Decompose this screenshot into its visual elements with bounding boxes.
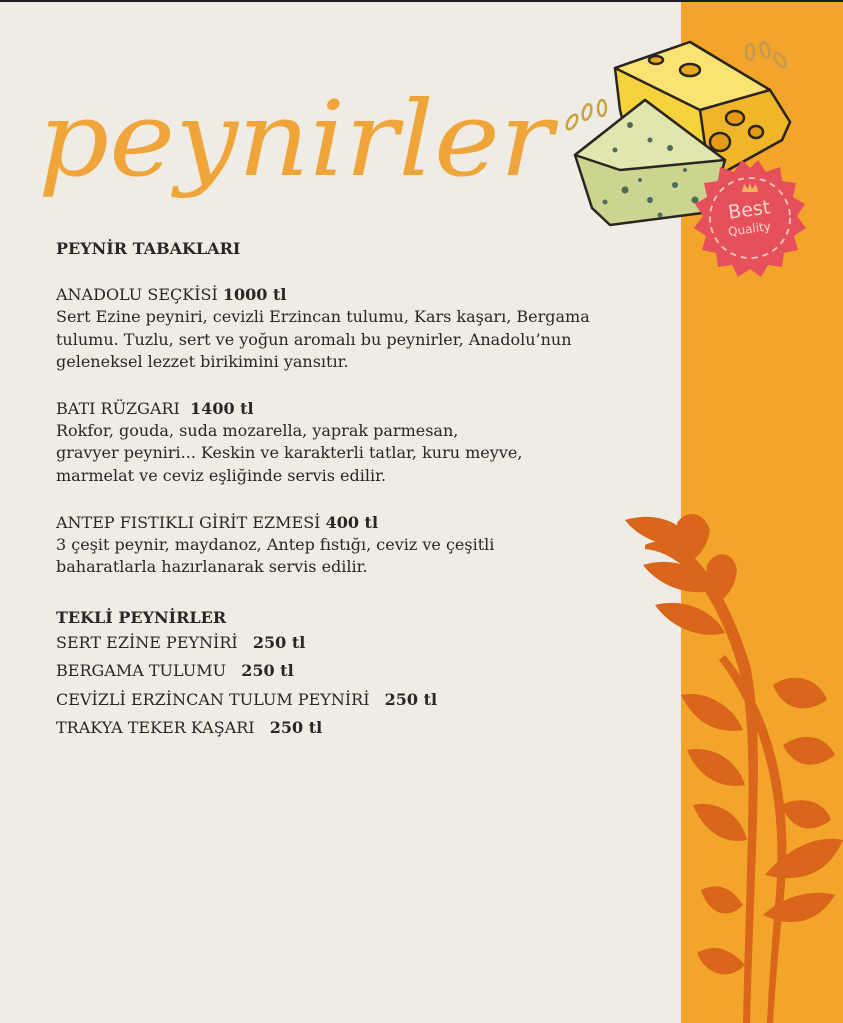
badge-best-text: Best [726, 196, 772, 224]
menu-content [56, 238, 656, 743]
leaf-icon [763, 893, 835, 922]
dish-price: 1000 tl [222, 285, 287, 304]
leaf-icon [781, 800, 831, 828]
single-name: BERGAMA TULUMU [56, 661, 227, 681]
section-title-singles: TEKLİ PEYNİRLER [56, 607, 227, 627]
leaf-icon [765, 839, 843, 878]
leaf-icon [697, 948, 745, 974]
dish-description [56, 420, 616, 488]
description-line: 3 çeşit peynir, maydanoz, Antep fıstığı, ceviz ve çeşitli [56, 534, 495, 554]
dish-description [56, 534, 616, 579]
singles-section [56, 607, 656, 743]
leaf-icon [681, 694, 743, 731]
dish-antep-fistikli-girit-ezmesi [56, 512, 656, 579]
single-name: TRAKYA TEKER KAŞARI [56, 718, 255, 738]
menu-title-text: peynirler [38, 80, 559, 200]
description-line: tulumu. Tuzlu, sert ve yoğun aromalı bu peynirler, Anadolu’nun [56, 329, 572, 349]
description-line: marmelat ve ceviz eşliğinde servis edilir. [56, 465, 387, 485]
leaf-icon [701, 886, 743, 913]
sparkle-left-icon [565, 100, 606, 131]
dish-bati-ruzgari [56, 398, 656, 488]
leaf-icon [655, 603, 725, 635]
single-name: SERT EZİNE PEYNİRİ [56, 632, 238, 652]
badge-quality-text: Quality [727, 219, 772, 239]
description-line: baharatlarla hazırlanarak servis edilir. [56, 557, 368, 577]
sparkle-right-icon [746, 41, 788, 69]
description-line: geleneksel lezzet birikimini yansıtır. [56, 352, 349, 372]
single-price: 250 tl [252, 632, 306, 652]
description-line: Rokfor, gouda, suda mozarella, yaprak parmesan, [56, 420, 459, 440]
dish-name: BATI RÜZGARI [56, 398, 180, 418]
single-price: 250 tl [269, 718, 323, 738]
dish-price: 400 tl [325, 512, 379, 532]
single-cheese-item [56, 714, 656, 743]
leaf-icon [773, 678, 827, 709]
single-price: 250 tl [384, 689, 438, 709]
dish-price: 1400 tl [190, 398, 254, 418]
single-cheese-item [56, 629, 656, 658]
dish-anadolu-seckisi [56, 284, 656, 374]
single-cheese-item [56, 657, 656, 686]
leaf-icon [693, 804, 747, 841]
single-name: CEVİZLİ ERZİNCAN TULUM PEYNİRİ [56, 689, 370, 709]
dish-description [56, 306, 616, 374]
description-line: Sert Ezine peyniri, cevizli Erzincan tulumu, Kars kaşarı, Bergama [56, 307, 590, 326]
leaf-icon [783, 737, 835, 765]
dish-name: ANADOLU SEÇKİSİ [56, 285, 218, 304]
description-line: gravyer peyniri... Keskin ve karakterli tatlar, kuru meyve, [56, 443, 523, 463]
menu-title [30, 80, 570, 220]
dish-name: ANTEP FISTIKLI GİRİT EZMESİ [56, 512, 321, 532]
leaf-icon [687, 749, 745, 786]
single-price: 250 tl [241, 661, 294, 681]
section-title-plates: PEYNİR TABAKLARI [56, 239, 241, 258]
single-cheese-item [56, 686, 656, 715]
